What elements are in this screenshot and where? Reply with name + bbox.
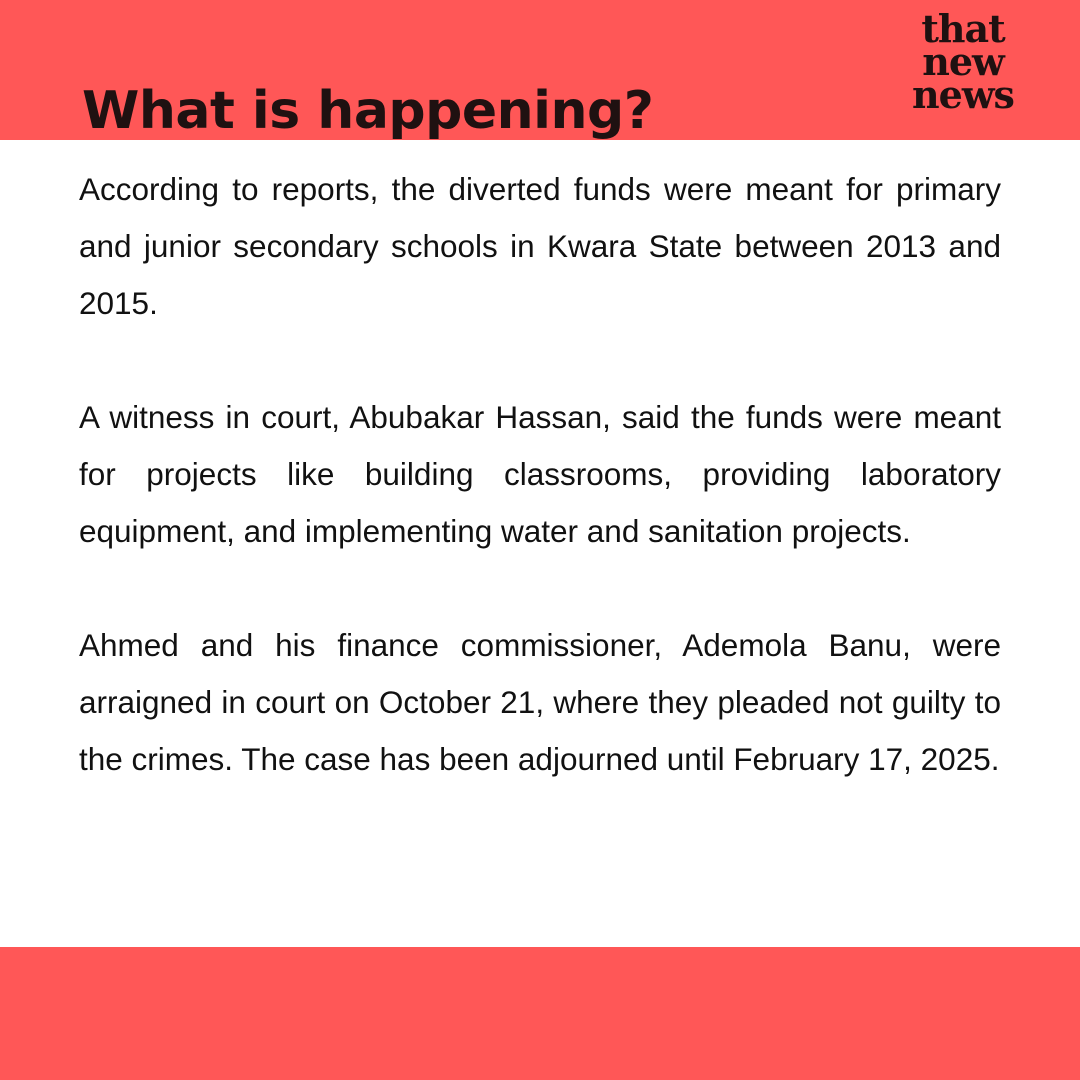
paragraph-2: A witness in court, Abubakar Hassan, said the funds were meant for projects like building classrooms, providing laboratory equipment, and implementing water and sanitation projects. [79,399,1001,549]
brand-logo-line-2: news [912,72,1014,117]
brand-logo-line-1: that new [921,6,1005,84]
paragraph-1: According to reports, the diverted funds were meant for primary and junior secondary schools in Kwara State between 2013 and 2015. [79,171,1001,321]
footer-band [0,947,1080,1080]
article-body [79,161,1001,845]
page-title: What is happening? [82,81,654,141]
paragraph-3: Ahmed and his finance commissioner, Ademola Banu, were arraigned in court on October 21, where they pleaded not guilty to the crimes. The case has been adjourned until February 17, 2025. [79,627,1001,777]
brand-logo [878,6,1048,117]
